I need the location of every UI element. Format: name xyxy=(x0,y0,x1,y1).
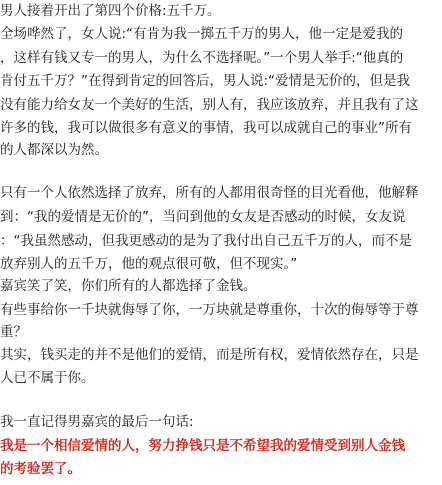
text-line: ，这样有钱又专一的男人，为什么不选择呢。”一个男人举手:“他真的 xyxy=(0,50,404,66)
highlight-line: 的考验罢了。 xyxy=(0,461,81,477)
highlight-line: 我是一个相信爱情的人，努力挣钱只是不希望我的爱情受到别人金钱 xyxy=(0,438,405,454)
text-line: 全场哗然了，女人说:“有肯为我一掷五千万的男人，他一定是爱我的 xyxy=(0,26,404,42)
text-line: ：“我虽然感动，但我更感动的是为了我付出自己五千万的人，而不是 xyxy=(0,233,412,249)
text-line: 嘉宾笑了笑，你们所有的人都选择了金钱。 xyxy=(0,278,257,294)
text-line: 放弃别人的五千万，他的观点很可敬，但不现实。” xyxy=(0,256,298,272)
text-line: 肯付五千万？”在得到肯定的回答后，男人说:“爱情是无价的，但是我 xyxy=(0,73,411,89)
text-line: 男人接着开出了第四个价格:五千万。 xyxy=(0,3,221,19)
text-line: 的人都深以为然。 xyxy=(0,142,108,158)
text-line: 只有一个人依然选择了放弃，所有的人都用很奇怪的目光看他，他解释 xyxy=(0,185,419,201)
text-line: 有些事给你一千块就侮辱了你，一万块就是尊重你，十次的侮辱等于尊 xyxy=(0,302,419,318)
text-line: 其实，钱买走的并不是他们的爱情，而是所有权，爱情依然存在，只是 xyxy=(0,347,419,363)
text-line: 重？ xyxy=(0,324,27,340)
text-line: 没有能力给女友一个美好的生活，别人有，我应该放弃，并且我有了这 xyxy=(0,97,419,113)
text-line: 许多的钱，我可以做很多有意义的事情，我可以成就自己的事业”所有 xyxy=(0,120,412,136)
text-line: 到：“我的爱情是无价的”，当问到他的女友是否感动的时候，女友说 xyxy=(0,209,406,225)
text-line: 我一直记得男嘉宾的最后一句话: xyxy=(0,414,194,430)
text-line: 人已不属于你。 xyxy=(0,370,95,386)
